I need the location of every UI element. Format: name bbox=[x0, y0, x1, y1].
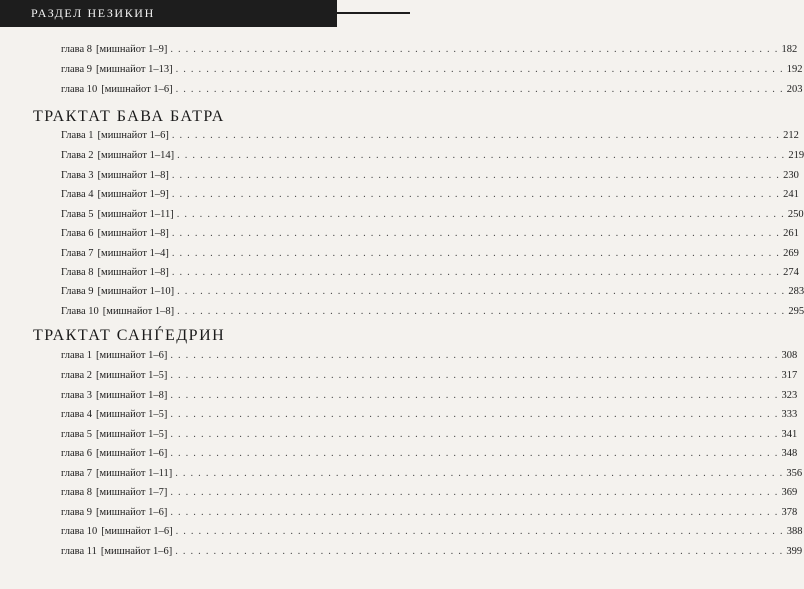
toc-mishnayot-range: [мишнайот 1–9] bbox=[97, 189, 169, 200]
toc-entry bbox=[61, 267, 799, 283]
toc-chapter-label: Глава 6 bbox=[61, 228, 94, 239]
dot-leader: . . . . . . . . . . . . . . . . . . . . . . . . . . . . . . . . . . . . . . . . . . . . . . . . . . . . . . . . . . . . . . . . . . . . . . . . . . . . . . . . bbox=[175, 546, 784, 557]
toc-mishnayot-range: [мишнайот 1–5] bbox=[96, 409, 168, 420]
toc-entry bbox=[61, 487, 798, 503]
toc-chapter-label: глава 7 bbox=[61, 468, 93, 479]
toc-mishnayot-range: [мишнайот 1–6] bbox=[97, 130, 169, 141]
toc-entry bbox=[61, 150, 804, 166]
toc-entry bbox=[61, 350, 798, 366]
dot-leader: . . . . . . . . . . . . . . . . . . . . . . . . . . . . . . . . . . . . . . . . . . . . . . . . . . . . . . . . . . . . . . . . . . . . . . . . . . . . . . . . bbox=[170, 44, 779, 55]
toc-chapter-label: глава 8 bbox=[61, 44, 93, 55]
toc-mishnayot-range: [мишнайот 1–6] bbox=[96, 448, 168, 459]
toc-mishnayot-range: [мишнайот 1–8] bbox=[102, 306, 175, 317]
toc-entry bbox=[61, 507, 798, 523]
toc-entry bbox=[61, 228, 799, 244]
toc-chapter-label: глава 2 bbox=[61, 370, 93, 381]
toc-mishnayot-range: [мишнайот 1–6] bbox=[100, 546, 173, 557]
dot-leader: . . . . . . . . . . . . . . . . . . . . . . . . . . . . . . . . . . . . . . . . . . . . . . . . . . . . . . . . . . . . . . . . . . . . . . . . . . . . . . . . bbox=[170, 390, 779, 401]
toc-page-number: 269 bbox=[783, 248, 799, 259]
toc-chapter-label: глава 4 bbox=[61, 409, 93, 420]
toc-entry bbox=[61, 429, 798, 445]
toc-chapter-label: Глава 9 bbox=[61, 286, 94, 297]
dot-leader: . . . . . . . . . . . . . . . . . . . . . . . . . . . . . . . . . . . . . . . . . . . . . . . . . . . . . . . . . . . . . . . . . . . . . . . . . . . . . . . . bbox=[171, 170, 781, 181]
toc-chapter-label: глава 9 bbox=[61, 507, 93, 518]
toc-mishnayot-range: [мишнайот 1–5] bbox=[96, 370, 168, 381]
toc-entry bbox=[61, 248, 799, 264]
toc-page-number: 317 bbox=[781, 370, 798, 381]
toc-mishnayot-range: [мишнайот 1–14] bbox=[97, 150, 175, 161]
toc-mishnayot-range: [мишнайот 1–8] bbox=[96, 390, 168, 401]
dot-leader: . . . . . . . . . . . . . . . . . . . . . . . . . . . . . . . . . . . . . . . . . . . . . . . . . . . . . . . . . . . . . . . . . . . . . . . . . . . . . . . . bbox=[177, 286, 786, 297]
toc-page-number: 230 bbox=[783, 170, 799, 181]
toc-mishnayot-range: [мишнайот 1–6] bbox=[101, 84, 173, 95]
toc-mishnayot-range: [мишнайот 1–6] bbox=[96, 507, 168, 518]
dot-leader: . . . . . . . . . . . . . . . . . . . . . . . . . . . . . . . . . . . . . . . . . . . . . . . . . . . . . . . . . . . . . . . . . . . . . . . . . . . . . . . . bbox=[171, 248, 781, 259]
dot-leader: . . . . . . . . . . . . . . . . . . . . . . . . . . . . . . . . . . . . . . . . . . . . . . . . . . . . . . . . . . . . . . . . . . . . . . . . . . . . . . . . bbox=[175, 468, 784, 479]
toc-mishnayot-range: [мишнайот 1–13] bbox=[96, 64, 173, 75]
toc-page-number: 250 bbox=[787, 209, 804, 220]
toc-entry bbox=[61, 209, 804, 225]
toc-entry bbox=[61, 526, 803, 542]
toc-entry bbox=[61, 64, 803, 80]
toc-entry bbox=[61, 44, 798, 60]
toc-page-number: 203 bbox=[786, 84, 803, 95]
toc-chapter-label: глава 1 bbox=[61, 350, 93, 361]
dot-leader: . . . . . . . . . . . . . . . . . . . . . . . . . . . . . . . . . . . . . . . . . . . . . . . . . . . . . . . . . . . . . . . . . . . . . . . . . . . . . . . . bbox=[170, 448, 779, 459]
toc-chapter-label: глава 6 bbox=[61, 448, 93, 459]
tractate-title: ТРАКТАТ БАВА БАТРА bbox=[33, 108, 225, 125]
toc-page-number: 356 bbox=[786, 468, 803, 479]
toc-page-number: 308 bbox=[781, 350, 798, 361]
toc-chapter-label: глава 11 bbox=[61, 546, 97, 557]
dot-leader: . . . . . . . . . . . . . . . . . . . . . . . . . . . . . . . . . . . . . . . . . . . . . . . . . . . . . . . . . . . . . . . . . . . . . . . . . . . . . . . . bbox=[176, 209, 785, 220]
toc-chapter-label: Глава 7 bbox=[61, 248, 94, 259]
toc-page-number: 378 bbox=[781, 507, 798, 518]
toc-chapter-label: Глава 8 bbox=[61, 267, 94, 278]
toc-mishnayot-range: [мишнайот 1–10] bbox=[97, 286, 175, 297]
dot-leader: . . . . . . . . . . . . . . . . . . . . . . . . . . . . . . . . . . . . . . . . . . . . . . . . . . . . . . . . . . . . . . . . . . . . . . . . . . . . . . . . bbox=[177, 306, 786, 317]
toc-entry bbox=[61, 130, 799, 146]
toc-entry bbox=[61, 370, 798, 386]
toc-mishnayot-range: [мишнайот 1–9] bbox=[96, 44, 168, 55]
toc-page-number: 219 bbox=[788, 150, 804, 161]
toc-page-number: 341 bbox=[781, 429, 798, 440]
toc-entry bbox=[61, 84, 803, 100]
toc-mishnayot-range: [мишнайот 1–4] bbox=[97, 248, 169, 259]
toc-mishnayot-range: [мишнайот 1–7] bbox=[96, 487, 168, 498]
toc-mishnayot-range: [мишнайот 1–8] bbox=[97, 170, 169, 181]
toc-chapter-label: Глава 1 bbox=[61, 130, 94, 141]
toc-page-number: 192 bbox=[786, 64, 803, 75]
toc-page-number: 323 bbox=[781, 390, 798, 401]
toc-entry bbox=[61, 170, 799, 186]
toc-chapter-label: Глава 4 bbox=[61, 189, 94, 200]
toc-page-number: 399 bbox=[786, 546, 803, 557]
toc-mishnayot-range: [мишнайот 1–8] bbox=[97, 228, 169, 239]
toc-mishnayot-range: [мишнайот 1–6] bbox=[96, 350, 168, 361]
dot-leader: . . . . . . . . . . . . . . . . . . . . . . . . . . . . . . . . . . . . . . . . . . . . . . . . . . . . . . . . . . . . . . . . . . . . . . . . . . . . . . . . bbox=[175, 64, 784, 75]
toc-chapter-label: глава 8 bbox=[61, 487, 93, 498]
toc-entry bbox=[61, 546, 803, 562]
toc-chapter-label: Глава 10 bbox=[61, 306, 99, 317]
header-rule bbox=[337, 12, 410, 14]
toc-page-number: 283 bbox=[788, 286, 804, 297]
toc-entry bbox=[61, 448, 798, 464]
running-header bbox=[0, 0, 337, 27]
dot-leader: . . . . . . . . . . . . . . . . . . . . . . . . . . . . . . . . . . . . . . . . . . . . . . . . . . . . . . . . . . . . . . . . . . . . . . . . . . . . . . . . bbox=[171, 130, 781, 141]
toc-page-number: 212 bbox=[783, 130, 799, 141]
toc-chapter-label: глава 9 bbox=[61, 64, 93, 75]
toc-entry bbox=[61, 409, 798, 425]
toc-chapter-label: глава 10 bbox=[61, 526, 98, 537]
dot-leader: . . . . . . . . . . . . . . . . . . . . . . . . . . . . . . . . . . . . . . . . . . . . . . . . . . . . . . . . . . . . . . . . . . . . . . . . . . . . . . . . bbox=[171, 189, 781, 200]
dot-leader: . . . . . . . . . . . . . . . . . . . . . . . . . . . . . . . . . . . . . . . . . . . . . . . . . . . . . . . . . . . . . . . . . . . . . . . . . . . . . . . . bbox=[171, 228, 781, 239]
toc-entry bbox=[61, 468, 803, 484]
toc-entry bbox=[61, 306, 804, 322]
dot-leader: . . . . . . . . . . . . . . . . . . . . . . . . . . . . . . . . . . . . . . . . . . . . . . . . . . . . . . . . . . . . . . . . . . . . . . . . . . . . . . . . bbox=[175, 84, 784, 95]
toc-entry bbox=[61, 390, 798, 406]
toc-entry bbox=[61, 189, 799, 205]
toc-chapter-label: глава 3 bbox=[61, 390, 93, 401]
toc-mishnayot-range: [мишнайот 1–11] bbox=[96, 468, 173, 479]
dot-leader: . . . . . . . . . . . . . . . . . . . . . . . . . . . . . . . . . . . . . . . . . . . . . . . . . . . . . . . . . . . . . . . . . . . . . . . . . . . . . . . . bbox=[170, 350, 779, 361]
toc-page-number: 261 bbox=[783, 228, 799, 239]
toc-page-number: 369 bbox=[781, 487, 798, 498]
dot-leader: . . . . . . . . . . . . . . . . . . . . . . . . . . . . . . . . . . . . . . . . . . . . . . . . . . . . . . . . . . . . . . . . . . . . . . . . . . . . . . . . bbox=[170, 409, 779, 420]
toc-page-number: 348 bbox=[781, 448, 798, 459]
running-header-title: РАЗДЕЛ НЕЗИКИН bbox=[31, 6, 155, 20]
dot-leader: . . . . . . . . . . . . . . . . . . . . . . . . . . . . . . . . . . . . . . . . . . . . . . . . . . . . . . . . . . . . . . . . . . . . . . . . . . . . . . . . bbox=[171, 267, 781, 278]
toc-page-number: 333 bbox=[781, 409, 798, 420]
toc-mishnayot-range: [мишнайот 1–6] bbox=[101, 526, 173, 537]
toc-chapter-label: Глава 5 bbox=[61, 209, 94, 220]
toc-chapter-label: Глава 2 bbox=[61, 150, 94, 161]
toc-mishnayot-range: [мишнайот 1–8] bbox=[97, 267, 169, 278]
toc-entry bbox=[61, 286, 804, 302]
toc-mishnayot-range: [мишнайот 1–11] bbox=[97, 209, 174, 220]
toc-page-number: 274 bbox=[783, 267, 799, 278]
toc-page-number: 182 bbox=[781, 44, 798, 55]
toc-page-number: 241 bbox=[783, 189, 799, 200]
dot-leader: . . . . . . . . . . . . . . . . . . . . . . . . . . . . . . . . . . . . . . . . . . . . . . . . . . . . . . . . . . . . . . . . . . . . . . . . . . . . . . . . bbox=[170, 370, 779, 381]
tractate-title: ТРАКТАТ САНЃЕДРИН bbox=[33, 327, 226, 344]
toc-chapter-label: глава 5 bbox=[61, 429, 93, 440]
toc-page-number: 388 bbox=[786, 526, 803, 537]
dot-leader: . . . . . . . . . . . . . . . . . . . . . . . . . . . . . . . . . . . . . . . . . . . . . . . . . . . . . . . . . . . . . . . . . . . . . . . . . . . . . . . . bbox=[170, 507, 779, 518]
toc-mishnayot-range: [мишнайот 1–5] bbox=[96, 429, 168, 440]
dot-leader: . . . . . . . . . . . . . . . . . . . . . . . . . . . . . . . . . . . . . . . . . . . . . . . . . . . . . . . . . . . . . . . . . . . . . . . . . . . . . . . . bbox=[170, 429, 779, 440]
toc-chapter-label: глава 10 bbox=[61, 84, 98, 95]
dot-leader: . . . . . . . . . . . . . . . . . . . . . . . . . . . . . . . . . . . . . . . . . . . . . . . . . . . . . . . . . . . . . . . . . . . . . . . . . . . . . . . . bbox=[170, 487, 779, 498]
dot-leader: . . . . . . . . . . . . . . . . . . . . . . . . . . . . . . . . . . . . . . . . . . . . . . . . . . . . . . . . . . . . . . . . . . . . . . . . . . . . . . . . bbox=[177, 150, 786, 161]
toc-page-number: 295 bbox=[788, 306, 804, 317]
toc-chapter-label: Глава 3 bbox=[61, 170, 94, 181]
dot-leader: . . . . . . . . . . . . . . . . . . . . . . . . . . . . . . . . . . . . . . . . . . . . . . . . . . . . . . . . . . . . . . . . . . . . . . . . . . . . . . . . bbox=[175, 526, 784, 537]
